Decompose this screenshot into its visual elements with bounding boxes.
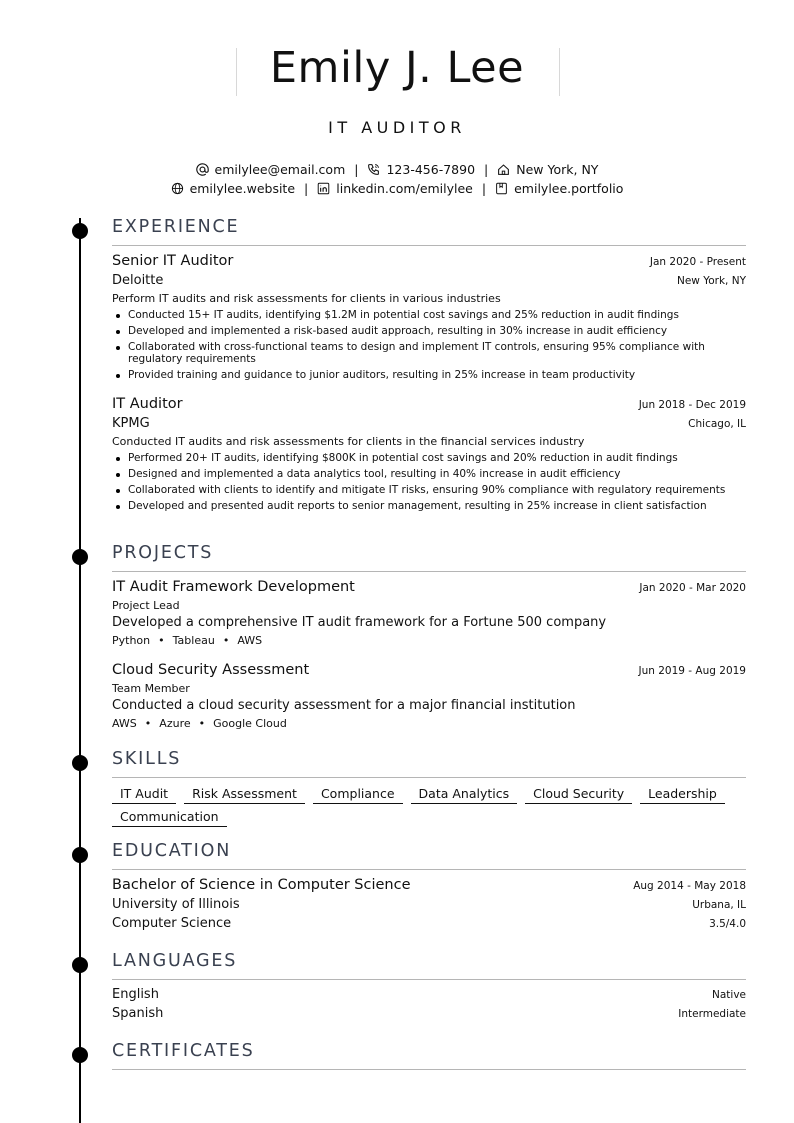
location-contact	[497, 160, 598, 179]
timeline-dot	[72, 1047, 88, 1063]
separator: |	[304, 181, 309, 196]
job-bullets	[112, 309, 746, 385]
job-role: Senior IT Auditor	[112, 253, 234, 269]
project-role: Project Lead	[112, 599, 180, 612]
tag: Python	[112, 634, 151, 647]
project-dates: Jan 2020 - Mar 2020	[639, 582, 746, 594]
timeline-dot	[72, 549, 88, 565]
education-field-row	[112, 916, 746, 931]
job-role: IT Auditor	[112, 396, 183, 412]
section-title-experience: EXPERIENCE	[112, 216, 746, 246]
email-contact[interactable]	[196, 160, 346, 179]
experience-company-row	[112, 416, 746, 431]
skill-chip: Risk Assessment	[184, 785, 305, 804]
experience-header	[112, 396, 746, 412]
website-text: emilylee.website	[189, 181, 296, 196]
section-title-education: EDUCATION	[112, 840, 746, 870]
skill-chip: IT Audit	[112, 785, 176, 804]
company-name: KPMG	[112, 416, 150, 431]
at-icon	[196, 163, 209, 176]
education-header	[112, 877, 746, 893]
list-item: Designed and implemented a data analytics tool, resulting in 40% increase in audit efficiency	[112, 468, 746, 480]
list-item: Collaborated with cross-functional teams to design and implement IT controls, ensuring 95% compliance with regulatory requirements	[112, 341, 746, 365]
skill-chip: Compliance	[313, 785, 403, 804]
skills-list	[112, 785, 752, 831]
timeline-dot	[72, 223, 88, 239]
skill-chip: Cloud Security	[525, 785, 632, 804]
timeline-dot	[72, 957, 88, 973]
tag: AWS	[237, 634, 263, 647]
contact-line-1	[0, 160, 794, 179]
project-tags	[112, 717, 287, 730]
job-location: Chicago, IL	[688, 418, 746, 430]
contact-info	[0, 160, 794, 198]
separator: |	[484, 162, 489, 177]
timeline-dot	[72, 755, 88, 771]
tag: Azure	[159, 717, 191, 730]
job-location: New York, NY	[676, 275, 746, 287]
language-row	[112, 987, 746, 1002]
contact-line-2	[0, 179, 794, 198]
linkedin-icon	[317, 182, 330, 195]
portfolio-icon	[495, 182, 508, 195]
tag: AWS	[112, 717, 137, 730]
job-summary: Perform IT audits and risk assessments for clients in various industries	[112, 292, 501, 305]
skill-chip: Communication	[112, 808, 227, 827]
education-school-row	[112, 897, 746, 912]
school-location: Urbana, IL	[692, 899, 746, 911]
project-description: Developed a comprehensive IT audit framework for a Fortune 500 company	[112, 615, 607, 630]
website-contact[interactable]	[171, 179, 295, 198]
timeline-dot	[72, 847, 88, 863]
list-item: Developed and implemented a risk-based audit approach, resulting in 30% increase in audit efficiency	[112, 325, 746, 337]
tag-separator: •	[158, 634, 165, 647]
job-dates: Jun 2018 - Dec 2019	[638, 399, 746, 411]
section-title-projects: PROJECTS	[112, 542, 746, 572]
tag: Tableau	[172, 634, 215, 647]
project-header	[112, 662, 746, 678]
phone-icon	[367, 163, 380, 176]
phone-text: 123-456-7890	[386, 162, 476, 177]
experience-company-row	[112, 273, 746, 288]
email-text: emilylee@email.com	[214, 162, 346, 177]
job-title: IT AUDITOR	[328, 118, 466, 137]
section-title-languages: LANGUAGES	[112, 950, 746, 980]
experience-header	[112, 253, 746, 269]
section-title-skills: SKILLS	[112, 748, 746, 778]
candidate-name: Emily J. Lee	[269, 43, 525, 93]
degree: Bachelor of Science in Computer Science	[112, 877, 411, 893]
home-icon	[497, 163, 510, 176]
section-title-certificates: CERTIFICATES	[112, 1040, 746, 1070]
field-of-study: Computer Science	[112, 916, 232, 931]
job-bullets	[112, 452, 746, 516]
skill-chip: Data Analytics	[411, 785, 518, 804]
language-name: Spanish	[112, 1006, 164, 1021]
linkedin-text: linkedin.com/emilylee	[336, 181, 473, 196]
linkedin-contact[interactable]	[317, 179, 473, 198]
project-role: Team Member	[112, 682, 190, 695]
portfolio-contact[interactable]	[495, 179, 623, 198]
project-name: Cloud Security Assessment	[112, 662, 310, 678]
language-level: Intermediate	[678, 1008, 746, 1020]
education-dates: Aug 2014 - May 2018	[633, 880, 746, 892]
language-level: Native	[712, 989, 746, 1001]
language-row	[112, 1006, 746, 1021]
timeline-line	[79, 218, 81, 1123]
tag: Google Cloud	[213, 717, 287, 730]
list-item: Collaborated with clients to identify and mitigate IT risks, ensuring 90% compliance with regulatory requirements	[112, 484, 746, 496]
company-name: Deloitte	[112, 273, 164, 288]
skill-chip: Leadership	[640, 785, 725, 804]
globe-icon	[171, 182, 184, 195]
portfolio-text: emilylee.portfolio	[514, 181, 624, 196]
separator: |	[481, 181, 487, 196]
list-item: Conducted 15+ IT audits, identifying $1.2M in potential cost savings and 25% reduction in audit findings	[112, 309, 746, 321]
project-name: IT Audit Framework Development	[112, 579, 355, 595]
job-dates: Jan 2020 - Present	[649, 256, 746, 268]
project-dates: Jun 2019 - Aug 2019	[638, 665, 746, 677]
list-item: Developed and presented audit reports to senior management, resulting in 25% increase in client satisfaction	[112, 500, 746, 512]
list-item: Provided training and guidance to junior auditors, resulting in 25% increase in team productivity	[112, 369, 746, 381]
project-description: Conducted a cloud security assessment for a major financial institution	[112, 698, 576, 713]
tag-separator: •	[144, 717, 152, 730]
gpa: 3.5/4.0	[709, 918, 746, 930]
list-item: Performed 20+ IT audits, identifying $800K in potential cost savings and 20% reduction in audit findings	[112, 452, 746, 464]
project-tags	[112, 634, 262, 647]
project-header	[112, 579, 746, 595]
phone-contact[interactable]	[367, 160, 475, 179]
location-text: New York, NY	[516, 162, 599, 177]
school-name: University of Illinois	[112, 897, 240, 912]
tag-separator: •	[198, 717, 206, 730]
language-name: English	[112, 987, 159, 1002]
job-summary: Conducted IT audits and risk assessments for clients in the financial services industry	[112, 435, 585, 448]
tag-separator: •	[222, 634, 230, 647]
separator: |	[354, 162, 359, 177]
